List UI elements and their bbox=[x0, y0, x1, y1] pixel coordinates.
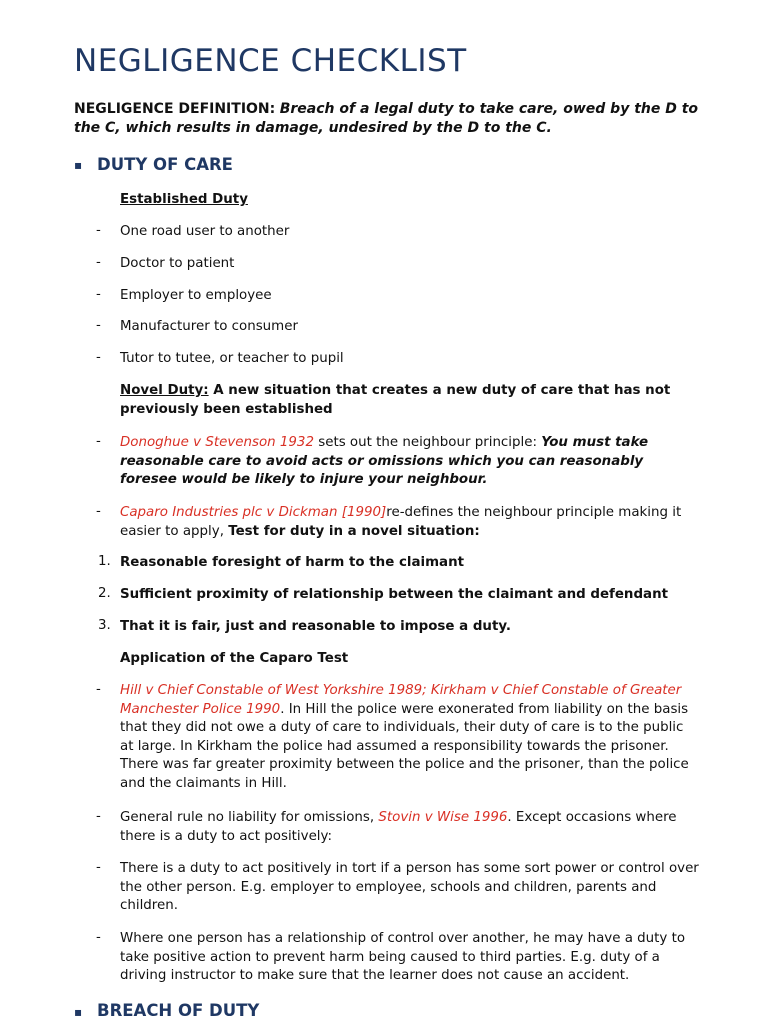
caparo-text: re-defines the neighbour principle making it easier to apply, bbox=[120, 505, 682, 539]
dash-icon: - bbox=[96, 223, 101, 238]
list-number: 3. bbox=[98, 618, 111, 633]
caparo-test-item: Reasonable foresight of harm to the claimant bbox=[120, 555, 465, 570]
case-citation: Caparo Industries plc v Dickman [1990] bbox=[120, 505, 387, 520]
dash-icon: - bbox=[96, 860, 101, 875]
donoghue-text: sets out the neighbour principle: bbox=[313, 435, 542, 450]
section-heading-breach-of-duty: BREACH OF DUTY bbox=[97, 1001, 260, 1020]
application-heading: Application of the Caparo Test bbox=[120, 651, 349, 666]
dash-icon: - bbox=[96, 318, 101, 333]
omissions-paragraph bbox=[120, 809, 700, 846]
section-heading-duty-of-care: DUTY OF CARE bbox=[97, 155, 233, 174]
list-item: Tutor to tutee, or teacher to pupil bbox=[120, 351, 344, 366]
dash-icon: - bbox=[96, 255, 101, 270]
list-item: One road user to another bbox=[120, 224, 290, 239]
control-paragraph: Where one person has a relationship of control over another, he may have a duty to take positive action to prevent harm being caused to third parties. E.g. duty of a driving instructor to make sure that the learner does not cause an accident. bbox=[120, 931, 686, 983]
novel-duty-text: A new situation that creates a new duty of care that has not previously been established bbox=[120, 383, 671, 417]
positive-duty-paragraph: There is a duty to act positively in tort if a person has some sort power or control over the other person. E.g. employer to employee, schools and children, parents and children. bbox=[120, 861, 699, 913]
novel-duty-label: Novel Duty: bbox=[120, 383, 209, 398]
caparo-test-item: Sufficient proximity of relationship between the claimant and defendant bbox=[120, 587, 669, 602]
caparo-paragraph bbox=[120, 504, 700, 541]
list-item: Doctor to patient bbox=[120, 256, 235, 271]
definition-text: Breach of a legal duty to take care, owed by the D to the C, which results in damage, undesired by the D to the C. bbox=[74, 101, 699, 136]
section-bullet-icon: ▪ bbox=[74, 1005, 83, 1019]
established-duty-heading: Established Duty bbox=[120, 192, 248, 207]
dash-icon: - bbox=[96, 350, 101, 365]
list-number: 1. bbox=[98, 554, 111, 569]
neighbour-principle: You must take reasonable care to avoid acts or omissions which you can reasonably foresee would be likely to injure your neighbour. bbox=[120, 435, 649, 487]
list-item: Manufacturer to consumer bbox=[120, 319, 298, 334]
omissions-exception: . Except occasions where there is a duty to act positively: bbox=[120, 810, 677, 844]
list-number: 2. bbox=[98, 586, 111, 601]
list-item: Employer to employee bbox=[120, 288, 272, 303]
dash-icon: - bbox=[96, 809, 101, 824]
dash-icon: - bbox=[96, 930, 101, 945]
donoghue-paragraph bbox=[120, 434, 700, 490]
definition-label: NEGLIGENCE DEFINITION: bbox=[74, 101, 276, 117]
dash-icon: - bbox=[96, 287, 101, 302]
negligence-definition bbox=[74, 100, 714, 138]
dash-icon: - bbox=[96, 682, 101, 697]
section-bullet-icon: ▪ bbox=[74, 158, 83, 172]
caparo-test-item: That it is fair, just and reasonable to impose a duty. bbox=[120, 619, 511, 634]
hill-kirkham-paragraph bbox=[120, 682, 700, 793]
page-title: NEGLIGENCE CHECKLIST bbox=[74, 43, 467, 79]
hill-kirkham-text: . In Hill the police were exonerated from liability on the basis that they did not owe a duty of care to individuals, their duty of care is to the public at large. In Kirkham the police had assumed a responsibility towards the prisoner. There was far greater proximity between the police and the prisoner, than the police and the claimants in Hill. bbox=[120, 701, 689, 791]
omissions-text: General rule no liability for omissions, bbox=[120, 810, 379, 825]
case-citation: Donoghue v Stevenson 1932 bbox=[120, 435, 314, 450]
case-citation: Stovin v Wise 1996 bbox=[378, 810, 508, 825]
dash-icon: - bbox=[96, 504, 101, 519]
caparo-test-label: Test for duty in a novel situation: bbox=[228, 523, 480, 539]
dash-icon: - bbox=[96, 434, 101, 449]
case-citation: Hill v Chief Constable of West Yorkshire 1989; Kirkham v Chief Constable of Greater Manchester Police 1990 bbox=[120, 683, 682, 717]
novel-duty-paragraph bbox=[120, 382, 700, 419]
